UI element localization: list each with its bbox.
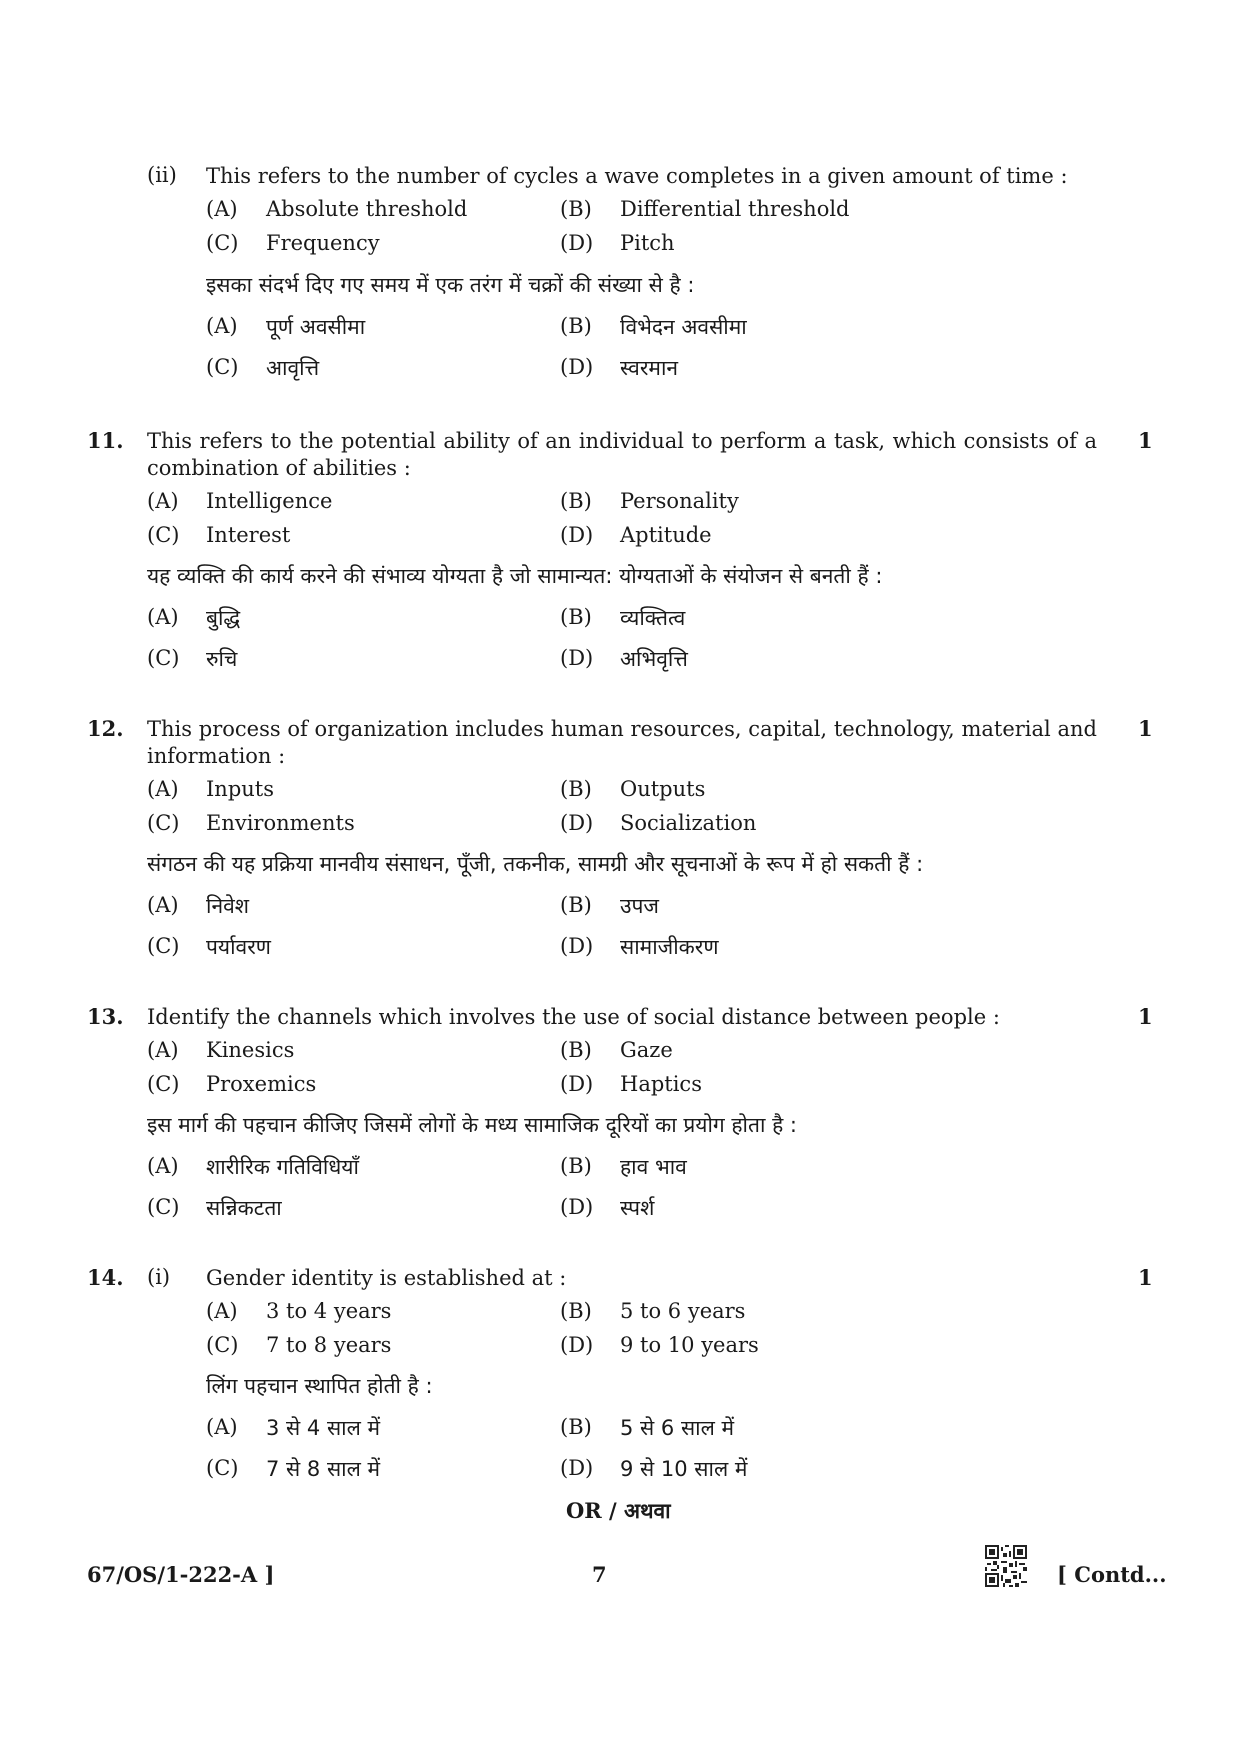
option-text: 5 to 6 years: [620, 1299, 746, 1323]
or-separator: OR / अथवा: [566, 1498, 671, 1523]
option-text: शारीरिक गतिविधियाँ: [206, 1155, 359, 1179]
option-text: निवेश: [206, 894, 250, 918]
question-marks: 1: [1138, 1004, 1153, 1029]
option-text: 3 से 4 साल में: [266, 1416, 381, 1440]
option-text: Differential threshold: [620, 197, 850, 221]
option-label: (A): [206, 314, 238, 338]
option-label: (B): [560, 1415, 592, 1439]
option-label: (C): [147, 646, 180, 670]
question-number: 12.: [87, 716, 124, 741]
option-text: सन्निकटता: [206, 1196, 282, 1220]
option-label: (A): [147, 893, 179, 917]
option-text: अभिवृत्ति: [620, 647, 688, 671]
option-text: Socialization: [620, 811, 757, 835]
continued-label: [ Contd...: [1057, 1562, 1167, 1587]
question-marks: 1: [1138, 1265, 1153, 1290]
qr-code-icon: [985, 1545, 1027, 1587]
option-text: 7 to 8 years: [266, 1333, 392, 1357]
question-text-en-line2: information :: [147, 744, 286, 768]
option-label: (D): [560, 523, 594, 547]
option-label: (B): [560, 489, 592, 513]
question-text-en: Gender identity is established at :: [206, 1266, 567, 1290]
question-number: 11.: [87, 428, 124, 453]
option-label: (A): [147, 489, 179, 513]
option-text: आवृत्ति: [266, 356, 320, 380]
option-text: Absolute threshold: [266, 197, 468, 221]
option-text: Kinesics: [206, 1038, 295, 1062]
question-text-hi: इस मार्ग की पहचान कीजिए जिसमें लोगों के मध्य सामाजिक दूरियों का प्रयोग होता है :: [147, 1113, 797, 1137]
option-text: 7 से 8 साल में: [266, 1457, 381, 1481]
option-label: (A): [206, 197, 238, 221]
question-text-en: Identify the channels which involves the use of social distance between people :: [147, 1005, 1000, 1029]
option-label: (C): [206, 1456, 239, 1480]
option-text: 3 to 4 years: [266, 1299, 392, 1323]
option-label: (D): [560, 1333, 594, 1357]
sub-question-label: (ii): [147, 163, 177, 187]
option-label: (D): [560, 355, 594, 379]
question-text-en-line2: combination of abilities :: [147, 456, 411, 480]
sub-question-label: (i): [147, 1265, 171, 1289]
option-label: (B): [560, 605, 592, 629]
option-label: (A): [147, 1038, 179, 1062]
option-text: Intelligence: [206, 489, 333, 513]
option-label: (C): [147, 934, 180, 958]
option-label: (A): [147, 605, 179, 629]
question-text-hi: यह व्यक्ति की कार्य करने की संभाव्य योग्यता है जो सामान्यत: योग्यताओं के संयोजन से बनती हैं :: [147, 564, 883, 588]
option-label: (B): [560, 314, 592, 338]
option-label: (C): [206, 231, 239, 255]
option-text: 9 to 10 years: [620, 1333, 759, 1357]
option-text: Frequency: [266, 231, 380, 255]
option-text: Outputs: [620, 777, 706, 801]
option-label: (B): [560, 893, 592, 917]
option-label: (D): [560, 646, 594, 670]
option-text: रुचि: [206, 647, 238, 671]
option-text: व्यक्तित्व: [620, 606, 686, 630]
option-text: Personality: [620, 489, 739, 513]
option-label: (D): [560, 1195, 594, 1219]
option-label: (B): [560, 777, 592, 801]
option-label: (B): [560, 197, 592, 221]
question-marks: 1: [1138, 428, 1153, 453]
option-text: उपज: [620, 894, 660, 918]
question-text-hi: इसका संदर्भ दिए गए समय में एक तरंग में चक्रों की संख्या से है :: [206, 273, 695, 297]
option-label: (C): [147, 523, 180, 547]
question-text-en-line1: This process of organization includes human resources, capital, technology, material and: [147, 717, 1097, 741]
option-label: (C): [147, 1072, 180, 1096]
question-text-en: This refers to the number of cycles a wave completes in a given amount of time :: [206, 164, 1068, 188]
option-text: Inputs: [206, 777, 275, 801]
option-text: पूर्ण अवसीमा: [266, 315, 366, 339]
question-text-hi: लिंग पहचान स्थापित होती है :: [206, 1374, 433, 1398]
option-label: (B): [560, 1299, 592, 1323]
option-label: (C): [206, 355, 239, 379]
option-label: (D): [560, 1072, 594, 1096]
option-text: 9 से 10 साल में: [620, 1457, 748, 1481]
option-text: हाव भाव: [620, 1155, 687, 1179]
option-label: (A): [206, 1415, 238, 1439]
option-label: (A): [147, 1154, 179, 1178]
option-label: (B): [560, 1154, 592, 1178]
option-label: (A): [147, 777, 179, 801]
option-text: Gaze: [620, 1038, 673, 1062]
option-text: Aptitude: [620, 523, 712, 547]
option-text: बुद्धि: [206, 606, 241, 630]
option-label: (A): [206, 1299, 238, 1323]
option-label: (D): [560, 231, 594, 255]
paper-code: 67/OS/1-222-A ]: [87, 1562, 275, 1587]
option-text: Interest: [206, 523, 291, 547]
option-text: स्पर्श: [620, 1196, 655, 1220]
question-number: 14.: [87, 1265, 124, 1290]
option-label: (C): [206, 1333, 239, 1357]
option-text: विभेदन अवसीमा: [620, 315, 747, 339]
option-label: (C): [147, 811, 180, 835]
question-text-en-line1: This refers to the potential ability of an individual to perform a task, which consists of a: [147, 429, 1097, 453]
page-number: 7: [592, 1562, 607, 1587]
option-label: (D): [560, 811, 594, 835]
question-marks: 1: [1138, 716, 1153, 741]
option-text: Haptics: [620, 1072, 702, 1096]
option-label: (C): [147, 1195, 180, 1219]
option-text: स्वरमान: [620, 356, 679, 380]
option-text: 5 से 6 साल में: [620, 1416, 735, 1440]
option-text: Pitch: [620, 231, 675, 255]
option-label: (B): [560, 1038, 592, 1062]
option-text: सामाजीकरण: [620, 935, 719, 959]
option-text: पर्यावरण: [206, 935, 271, 959]
option-label: (D): [560, 934, 594, 958]
question-number: 13.: [87, 1004, 124, 1029]
option-text: Proxemics: [206, 1072, 317, 1096]
question-text-hi: संगठन की यह प्रक्रिया मानवीय संसाधन, पूँजी, तकनीक, सामग्री और सूचनाओं के रूप में हो सकती हैं :: [147, 852, 924, 876]
option-label: (D): [560, 1456, 594, 1480]
option-text: Environments: [206, 811, 355, 835]
